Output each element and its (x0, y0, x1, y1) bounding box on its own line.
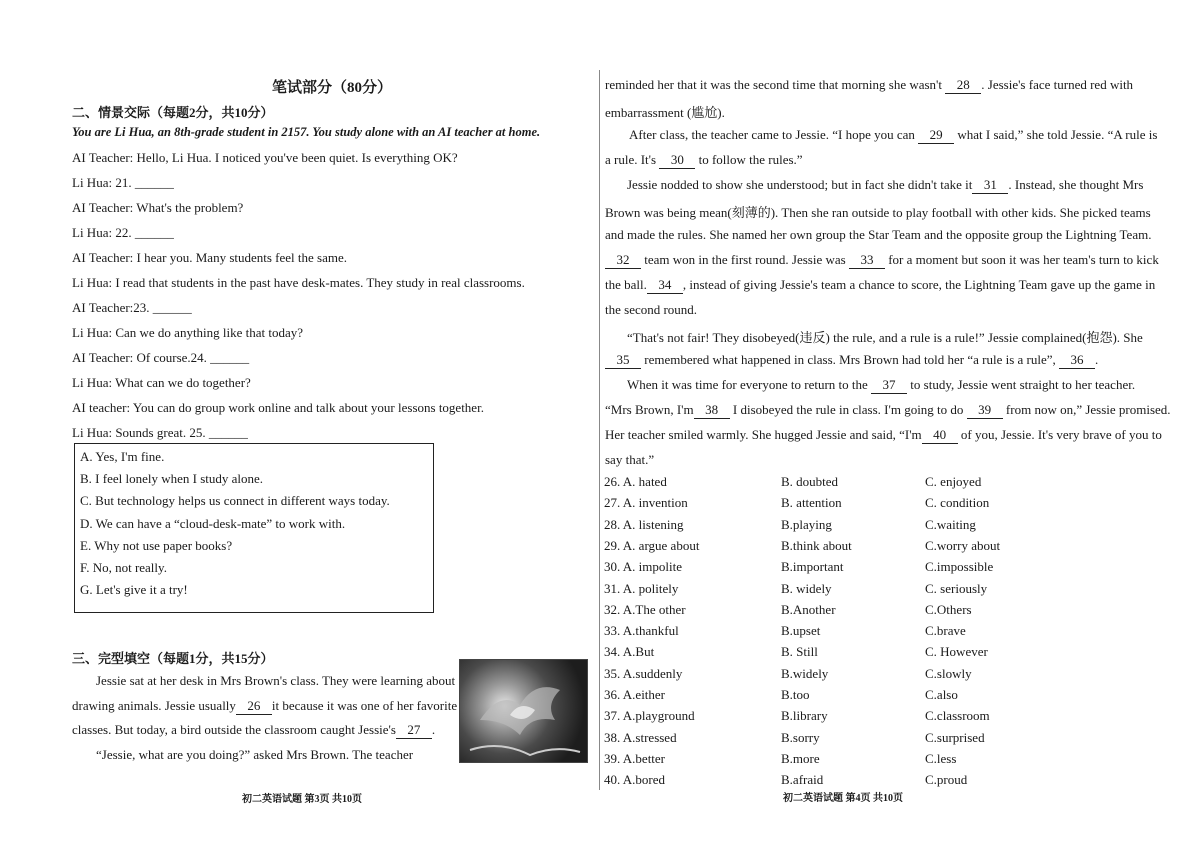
illustration (459, 659, 588, 763)
passage-line (605, 102, 725, 121)
option-item: B. I feel lonely when I study alone. (80, 471, 264, 487)
passage-line (605, 152, 803, 169)
choice-option: C. enjoyed (925, 474, 982, 489)
answer-blank: 35 (605, 352, 641, 369)
choice-option: 39. A.better (604, 750, 666, 766)
choice-option: C.also (925, 687, 958, 702)
passage-line (605, 452, 654, 468)
choice-option: 31. A. politely (604, 580, 679, 596)
choice-option: 33. A.thankful (604, 623, 679, 639)
dialogue-line: Li Hua: Can we do anything like that today? (72, 325, 304, 340)
choice-option: 26. A. hated (604, 474, 667, 489)
passage-text: the ball. (605, 277, 647, 292)
option-item: C. But technology helps us connect in different ways today. (80, 493, 390, 509)
choice-option: B.too (781, 687, 810, 702)
passage-text: remembered what happened in class. Mrs Brown had told her “a rule is a rule”, (641, 352, 1060, 367)
choice-option: B.sorry (781, 729, 820, 745)
choice-option: C. However (925, 644, 988, 660)
choice-option: 27. A. invention (604, 495, 688, 511)
passage-text: what I said,” she told Jessie. “A rule is (954, 127, 1158, 142)
option-item: E. Why not use paper books? (80, 537, 233, 553)
passage-line (629, 127, 1157, 144)
passage-text: and made the rules. She named her own group the Star Team and the opposite group the Lightning Team. (605, 227, 1152, 242)
choice-option: 38. A.stressed (604, 729, 677, 745)
passage-text: Jessie nodded to show she understood; but in fact she didn't take it (627, 177, 973, 192)
passage-text: classes. But today, a bird outside the classroom caught Jessie's (72, 722, 396, 737)
choice-option: B.think about (781, 537, 852, 553)
footer-left: 初二英语试题 第3页 共10页 (242, 794, 362, 805)
bird-illustration-icon (460, 660, 587, 762)
choice-option: C.less (925, 750, 957, 766)
passage-text: from now on,” Jessie promised. (1002, 402, 1171, 417)
answer-blank: 33 (849, 252, 885, 269)
passage-line (72, 698, 457, 715)
passage-text: reminded her that it was the second time that morning she wasn't (605, 77, 946, 92)
passage-text: . Instead, she thought Mrs (1008, 177, 1144, 192)
passage-line (627, 177, 1143, 194)
dialogue-line: AI Teacher:23. ______ (72, 300, 192, 315)
choice-option: C. condition (925, 495, 990, 511)
part2-heading: 二、情景交际（每题2分，共10分） (72, 105, 274, 120)
answer-blank: 40 (922, 427, 958, 444)
option-item: A. Yes, I'm fine. (80, 449, 165, 464)
passage-text: to follow the rules.” (695, 152, 803, 167)
part3-heading: 三、完型填空（每题1分，共15分） (72, 651, 274, 666)
choice-option: 37. A.playground (604, 708, 695, 724)
passage-text: to study, Jessie went straight to her teacher. (907, 377, 1136, 392)
passage-line (627, 327, 1143, 346)
part2-intro: You are Li Hua, an 8th-grade student in 2157. You study alone with an AI teacher at home. (72, 125, 541, 139)
passage-line (605, 277, 1155, 294)
choice-option: 32. A.The other (604, 601, 686, 617)
passage-text: After class, the teacher came to Jessie. “I hope you can (629, 127, 919, 142)
passage-line (96, 673, 455, 689)
passage-text: Her teacher smiled warmly. She hugged Jessie and said, “I'm (605, 427, 922, 442)
passage-text: “That's not fair! They disobeyed(违反) the rule, and a rule is a rule!” Jessie complained(抱怨). She (627, 330, 1143, 345)
choice-option: 40. A.bored (604, 772, 666, 788)
passage-line (605, 352, 1098, 369)
passage-text: embarrassment (尴尬). (605, 105, 725, 120)
choice-option: B.more (781, 750, 820, 766)
dialogue-line: AI Teacher: Of course.24. ______ (72, 350, 250, 365)
choice-option: B.important (781, 559, 844, 575)
passage-text: a rule. It's (605, 152, 660, 167)
footer-right: 初二英语试题 第4页 共10页 (783, 793, 903, 804)
section-title: 笔试部分（80分） (272, 80, 393, 96)
option-item: F. No, not really. (80, 560, 167, 575)
choice-option: C.brave (925, 623, 966, 639)
choice-option: C.impossible (925, 559, 994, 575)
answer-blank: 28 (945, 77, 981, 94)
choice-option: 28. A. listening (604, 516, 684, 532)
choice-option: C.slowly (925, 665, 972, 681)
answer-blank: 26 (236, 698, 272, 715)
choice-option: C.Others (925, 601, 972, 617)
passage-text: it because it was one of her favorite (271, 697, 458, 713)
dialogue-line: Li Hua: 21. ______ (72, 175, 174, 190)
dialogue-line: Li Hua: I read that students in the past have desk-mates. They study in real classrooms. (72, 275, 525, 290)
passage-line (605, 202, 1151, 221)
choice-option: B. attention (781, 495, 842, 511)
choice-option: B.widely (781, 665, 829, 681)
answer-blank: 32 (605, 252, 641, 269)
answer-blank: 37 (871, 377, 907, 394)
choice-option: 29. A. argue about (604, 537, 700, 553)
passage-text: “Mrs Brown, I'm (605, 402, 694, 417)
option-item: G. Let's give it a try! (80, 582, 188, 598)
passage-text: of you, Jessie. It's very brave of you to (957, 427, 1162, 442)
answer-blank: 31 (972, 177, 1008, 194)
passage-text: , instead of giving Jessie's team a chance to score, the Lightning Team gave up the game in (682, 277, 1156, 292)
choice-option: B.playing (781, 516, 832, 532)
passage-text: say that.” (605, 452, 655, 467)
passage-line (605, 227, 1151, 243)
answer-blank: 39 (967, 402, 1003, 419)
passage-line (627, 377, 1135, 394)
column-divider (599, 70, 600, 790)
choice-option: B.Another (781, 601, 836, 617)
dialogue-line: AI Teacher: What's the problem? (72, 200, 244, 215)
choice-option: C.worry about (925, 537, 1001, 553)
passage-text: Jessie sat at her desk in Mrs Brown's class. They were learning about (96, 673, 456, 688)
passage-text: “Jessie, what are you doing?” asked Mrs Brown. The teacher (96, 746, 414, 762)
passage-text: for a moment but soon it was her team's turn to kick (884, 252, 1159, 267)
choice-option: C.classroom (925, 708, 990, 724)
passage-text: . Jessie's face turned red with (981, 77, 1134, 92)
choice-option: C.waiting (925, 516, 976, 532)
choice-option: B.upset (781, 623, 821, 639)
dialogue-line: Li Hua: 22. ______ (72, 225, 174, 240)
choice-option: B. widely (781, 580, 832, 596)
passage-line (605, 402, 1171, 419)
choice-option: B. doubted (781, 474, 839, 489)
passage-text: I disobeyed the rule in class. I'm going to do (729, 402, 967, 417)
choice-option: 34. A.But (604, 644, 655, 660)
passage-line (605, 427, 1162, 444)
choice-option: 36. A.either (604, 687, 666, 702)
dialogue-line: Li Hua: What can we do together? (72, 375, 251, 390)
choice-option: C. seriously (925, 580, 988, 596)
choice-option: B.afraid (781, 772, 824, 788)
answer-blank: 36 (1059, 352, 1095, 369)
dialogue-line: AI Teacher: I hear you. Many students feel the same. (72, 250, 347, 265)
answer-blank: 27 (396, 722, 432, 739)
passage-text: . (431, 722, 436, 737)
passage-line (605, 302, 697, 318)
choice-option: C.proud (925, 772, 968, 788)
passage-text: When it was time for everyone to return to the (627, 377, 872, 392)
passage-text: the second round. (605, 302, 698, 317)
answer-blank: 29 (918, 127, 954, 144)
passage-line (72, 722, 435, 739)
answer-blank: 34 (647, 277, 683, 294)
passage-line (605, 252, 1159, 269)
passage-text: team won in the first round. Jessie was (641, 252, 849, 267)
choice-option: 35. A.suddenly (604, 665, 683, 681)
choice-option: C.surprised (925, 729, 985, 745)
option-item: D. We can have a “cloud-desk-mate” to work with. (80, 515, 346, 531)
choice-option: 30. A. impolite (604, 559, 682, 575)
answer-blank: 30 (659, 152, 695, 169)
passage-line (605, 77, 1133, 94)
dialogue-line: AI Teacher: Hello, Li Hua. I noticed you've been quiet. Is everything OK? (72, 150, 458, 165)
choice-option: B. Still (781, 644, 818, 660)
passage-line (96, 747, 413, 763)
passage-text: Brown was being mean(刻薄的). Then she ran outside to play football with other kids. She picked teams (605, 205, 1151, 220)
passage-text: drawing animals. Jessie usually (72, 697, 236, 713)
passage-text: . (1095, 352, 1099, 367)
dialogue-line: Li Hua: Sounds great. 25. ______ (72, 425, 248, 440)
dialogue-line: AI teacher: You can do group work online and talk about your lessons together. (72, 400, 484, 415)
answer-blank: 38 (694, 402, 730, 419)
choice-option: B.library (781, 708, 828, 724)
